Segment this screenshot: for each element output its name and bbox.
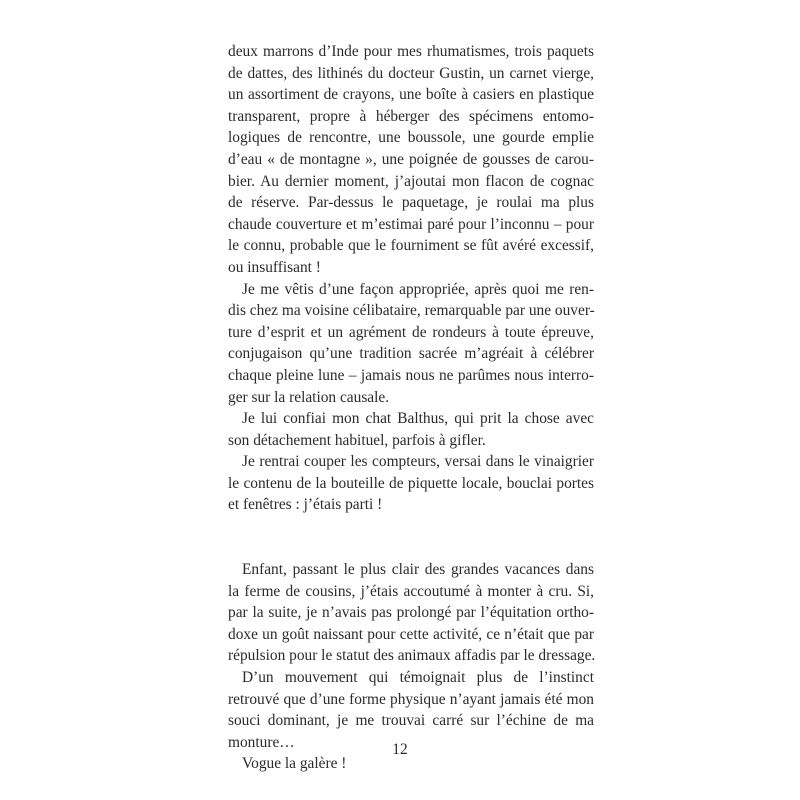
- text-line: monture…: [228, 733, 295, 751]
- text-line: transparent, propre à héberger des spécimens entomo-: [228, 107, 594, 125]
- text-line: Vogue la galère !: [242, 755, 347, 773]
- text-line: chaude couverture et m’estimai paré pour l’inconnu – pour: [228, 215, 594, 233]
- text-line: Je lui confiai mon chat Balthus, qui prit la chose avec: [242, 410, 594, 428]
- text-line: D’un mouvement qui témoignait plus de l’instinct: [242, 669, 594, 687]
- text-line: et fenêtres : j’étais parti !: [228, 496, 383, 514]
- text-line: chaque pleine lune – jamais nous ne parûmes nous interro-: [228, 366, 594, 384]
- section-break: [228, 516, 594, 559]
- paragraph: [228, 451, 594, 516]
- paragraph: [228, 408, 594, 451]
- text-line: de réserve. Par-dessus le paquetage, je roulai ma plus: [228, 194, 594, 212]
- page-number: 12: [392, 741, 408, 758]
- text-line: conjugaison qu’une tradition sacrée m’agréait à célébrer: [228, 345, 594, 363]
- text-line: ou insuffisant !: [228, 258, 321, 276]
- text-line: le connu, probable que le fourniment se fût avéré excessif,: [228, 237, 594, 255]
- text-line: Je rentrai couper les compteurs, versai dans le vinaigrier: [242, 453, 594, 471]
- paragraph: [228, 41, 594, 279]
- text-line: deux marrons d’Inde pour mes rhumatismes, trois paquets: [228, 43, 594, 60]
- body-text: [228, 41, 594, 775]
- text-line: répulsion pour le statut des animaux affadis par le dressage.: [228, 647, 596, 665]
- text-line: ture d’esprit et un agrément de rondeurs à toute épreuve,: [228, 323, 594, 341]
- text-line: son détachement habituel, parfois à gifler.: [228, 431, 486, 449]
- text-line: bier. Au dernier moment, j’ajoutai mon flacon de cognac: [228, 172, 594, 190]
- paragraph: [228, 559, 594, 667]
- text-line: ger sur la relation causale.: [228, 388, 390, 406]
- text-line: Je me vêtis d’une façon appropriée, après quoi me ren-: [242, 280, 594, 298]
- text-line: de dattes, des lithinés du docteur Gustin, un carnet vierge,: [228, 64, 594, 82]
- text-line: d’eau « de montagne », une poignée de gousses de carou-: [228, 150, 594, 168]
- text-line: Enfant, passant le plus clair des grandes vacances dans: [242, 561, 594, 579]
- text-line: retrouvé que d’une forme physique n’ayant jamais été mon: [228, 690, 594, 708]
- text-line: logiques de rencontre, une boussole, une gourde emplie: [228, 129, 594, 147]
- paragraph: [228, 279, 594, 409]
- text-line: doxe un goût naissant pour cette activité, ce n’était que par: [228, 625, 594, 643]
- text-line: un assortiment de crayons, une boîte à casiers en plastique: [228, 86, 594, 104]
- text-line: souci dominant, je me trouvai carré sur l’échine de ma: [228, 712, 594, 730]
- text-line: le contenu de la bouteille de piquette locale, bouclai portes: [228, 474, 594, 492]
- text-line: la ferme de cousins, j’étais accoutumé à monter à cru. Si,: [228, 582, 594, 600]
- text-line: par la suite, je n’avais pas prolongé par l’équitation ortho-: [228, 604, 594, 622]
- text-line: dis chez ma voisine célibataire, remarquable par une ouver-: [228, 302, 595, 320]
